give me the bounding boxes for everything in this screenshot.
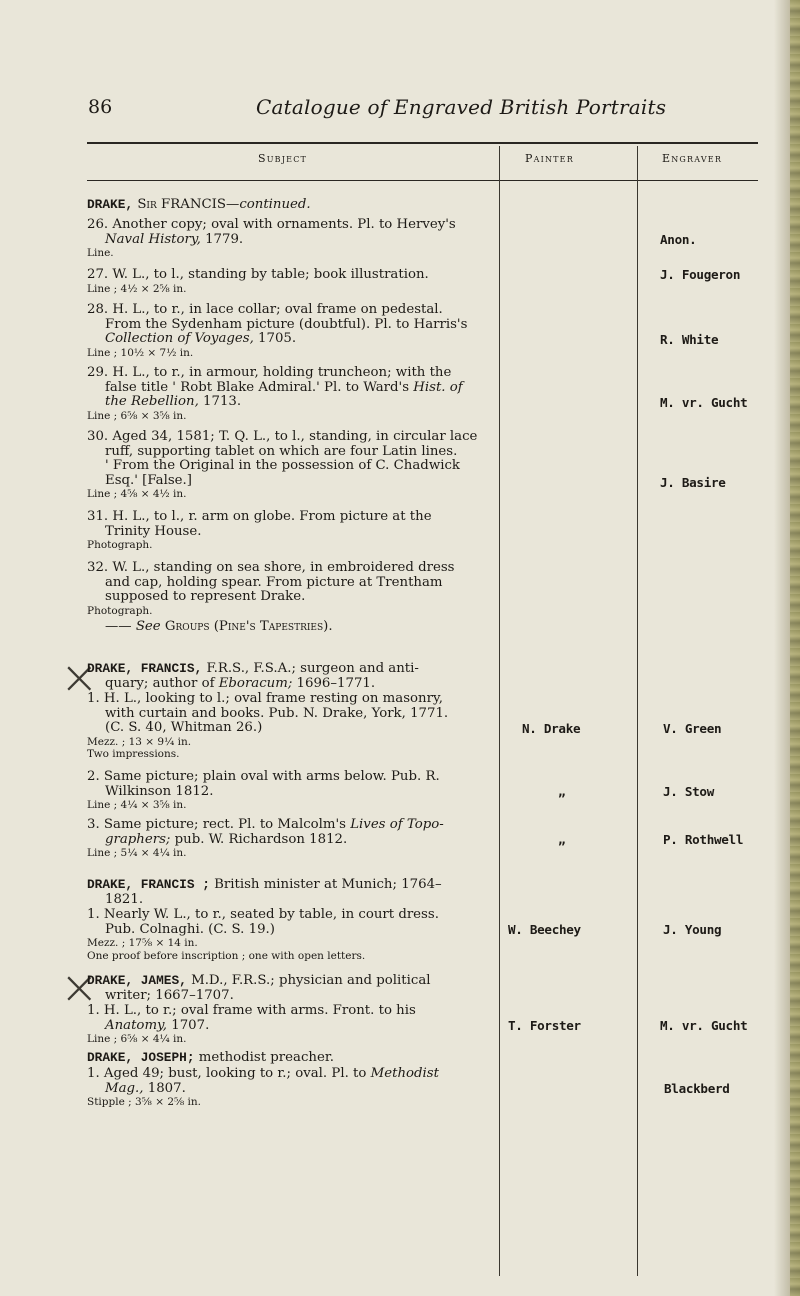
- engraver-joseph-1: Blackberd: [664, 1081, 730, 1096]
- engraver-francis-2: J. Stow: [663, 784, 714, 799]
- entry-francis-2: 2. Same picture; plain oval with arms below. Pub. R. Wilkinson 1812. Line ; 4¼ × 3⅝ in.: [87, 769, 440, 811]
- entry-27: 27. W. L., to l., standing by table; book illustration. Line ; 4½ × 2⅝ in.: [87, 267, 429, 295]
- heading-drake-francis-frs: DRAKE, FRANCIS, F.R.S., F.S.A.; surgeon and anti- quary; author of Eboracum; 1696–1771.: [87, 661, 419, 691]
- heading-drake-joseph: DRAKE, JOSEPH; methodist preacher.: [87, 1050, 334, 1065]
- page-edge: [790, 0, 800, 1296]
- entry-28: 28. H. L., to r., in lace collar; oval frame on pedestal. From the Sydenham picture (doubtful). Pl. to Harris's Collection of Voyages, 1705. Line ; 10½ × 7½ in.: [87, 302, 468, 359]
- painter-james-1: T. Forster: [508, 1018, 581, 1033]
- column-divider-2: [637, 146, 638, 1276]
- heading-drake-francis-minister: DRAKE, FRANCIS ; British minister at Munich; 1764– 1821.: [87, 877, 442, 907]
- entry-29: 29. H. L., to r., in armour, holding truncheon; with the false title ' Robt Blake Admiral.' Pl. to Ward's Hist. of the Rebellion, 1713. Line ; 6⅝ × 3⅝ in.: [87, 365, 463, 422]
- entry-30: 30. Aged 34, 1581; T. Q. L., to l., standing, in circular lace ruff, supporting tablet on which are four Latin lines. ' From the Original in the possession of C. Chadwick Esq.' [False.] Line ; 4⅝ × 4½ in.: [87, 429, 478, 500]
- painter-francis-1: N. Drake: [522, 721, 581, 736]
- engraver-francis-3: P. Rothwell: [663, 832, 744, 847]
- column-divider-1: [499, 146, 500, 1276]
- painter-francis-2: „: [558, 784, 566, 799]
- header-rule: [87, 180, 758, 181]
- engraver-minister-1: J. Young: [663, 922, 722, 937]
- pencil-x-mark: ×: [60, 960, 99, 1014]
- entry-26: 26. Another copy; oval with ornaments. Pl. to Hervey's Naval History, 1779. Line.: [87, 217, 456, 259]
- top-rule: [87, 142, 758, 144]
- heading-drake-sir-francis: DRAKE, Sir FRANCIS—continued.: [87, 197, 311, 212]
- entry-francis-3: 3. Same picture; rect. Pl. to Malcolm's Lives of Topo- graphers; pub. W. Richardson 1812. Line ; 5¼ × 4¼ in.: [87, 817, 444, 859]
- column-header-engraver: Engraver: [662, 152, 723, 165]
- engraver-26: Anon.: [660, 232, 697, 247]
- painter-francis-3: „: [558, 832, 566, 847]
- engraver-30: J. Basire: [660, 475, 726, 490]
- entry-francis-1: 1. H. L., looking to l.; oval frame resting on masonry, with curtain and books. Pub. N. Drake, York, 1771. (C. S. 40, Whitman 26.) Mezz. ; 13 × 9¼ in. Two impressions.: [87, 691, 449, 760]
- column-header-subject: Subject: [258, 152, 308, 165]
- page-title: Catalogue of Engraved British Portraits: [256, 95, 667, 119]
- engraver-francis-1: V. Green: [663, 721, 722, 736]
- painter-minister-1: W. Beechey: [508, 922, 581, 937]
- entry-joseph-1: 1. Aged 49; bust, looking to r.; oval. Pl. to Methodist Mag., 1807. Stipple ; 3⅝ × 2⅝ in.: [87, 1066, 439, 1108]
- entry-31: 31. H. L., to l., r. arm on globe. From picture at the Trinity House. Photograph.: [87, 509, 432, 551]
- entry-minister-1: 1. Nearly W. L., to r., seated by table, in court dress. Pub. Colnaghi. (C. S. 19.) Mezz. ; 17⅝ × 14 in. One proof before inscription ; one with open letters.: [87, 907, 439, 962]
- engraver-29: M. vr. Gucht: [660, 395, 748, 410]
- entry-james-1: 1. H. L., to r.; oval frame with arms. Front. to his Anatomy, 1707. Line ; 6⅝ × 4¼ in.: [87, 1003, 416, 1045]
- page-number: 86: [88, 96, 113, 118]
- pencil-x-mark: ×: [60, 650, 99, 704]
- engraver-james-1: M. vr. Gucht: [660, 1018, 748, 1033]
- engraver-28: R. White: [660, 332, 719, 347]
- engraver-27: J. Fougeron: [660, 267, 741, 282]
- heading-drake-james: DRAKE, JAMES, M.D., F.R.S.; physician and political writer; 1667–1707.: [87, 973, 431, 1003]
- column-header-painter: Painter: [525, 152, 574, 165]
- entry-32: 32. W. L., standing on sea shore, in embroidered dress and cap, holding spear. From picture at Trentham supposed to represent Drake. Photograph. —— See Groups (Pine's Tapestries).: [87, 560, 455, 634]
